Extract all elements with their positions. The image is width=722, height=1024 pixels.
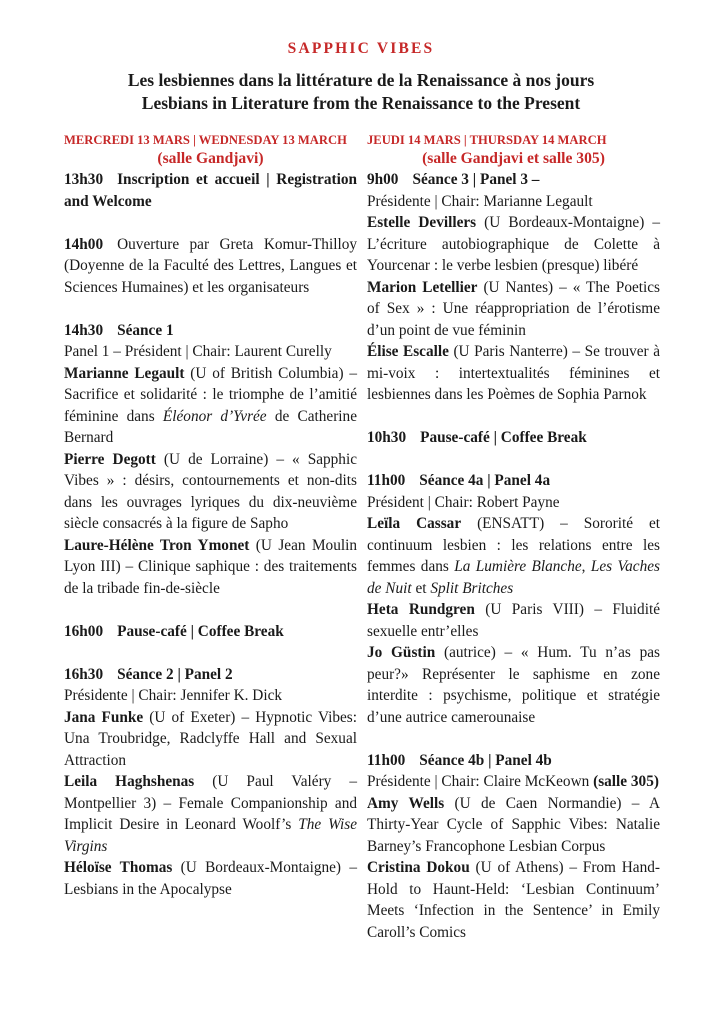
session-chair: Panel 1 – Président | Chair: Laurent Curelly (64, 343, 332, 360)
talk-text: (U Bordeaux-Montaigne) – L’écriture autobiographique de Colette à Yourcenar : le verbe lesbien (presque) libéré (367, 214, 660, 274)
speaker-name: Amy Wells (367, 794, 445, 812)
schedule-block (367, 169, 660, 943)
day-column-wednesday (64, 131, 357, 900)
speaker-name: Jo Güstin (367, 644, 436, 661)
series-title: SAPPHIC VIBES (287, 40, 435, 57)
conference-title-fr: Les lesbiennes dans la littérature de la Renaissance à nos jours (127, 70, 595, 90)
session-time: 16h30 (64, 665, 104, 683)
schedule-block (64, 169, 357, 900)
speaker-name: Jana Funke (64, 708, 144, 726)
talk-text: (U de Lorraine) – « Sapphic Vibes » : désirs, contournements et non-dits dans les ouvrages lyriques du dix-neuvième siècle consacrés à la figure de Sapho (64, 450, 357, 532)
session-chair: Président | Chair: Robert Payne (367, 493, 560, 511)
session-title: Séance 1 (117, 321, 174, 339)
day-room: (salle Gandjavi) (157, 150, 264, 167)
talk-text: (U Paul Valéry – Montpellier 3) – Female Companionship and Implicit Desire in Leonard Woolf’s (64, 773, 357, 833)
session-heading (64, 664, 357, 686)
talk-entry (367, 212, 660, 277)
work-title: Éléonor d’Yvrée (162, 407, 267, 425)
session-registration (64, 169, 357, 212)
talk-entry (64, 707, 357, 772)
talk-entry (367, 341, 660, 406)
speaker-name: Marianne Legault (64, 364, 185, 382)
session-time: 13h30 (64, 171, 104, 188)
talk-entry (64, 771, 357, 857)
session-chair (367, 771, 660, 793)
speaker-name: Élise Escalle (367, 343, 449, 360)
session-title: Inscription et accueil | Registration and Welcome (64, 171, 357, 210)
talk-text: (U de Caen Normandie) – A Thirty-Year Cycle of Sapphic Vibes: Natalie Barney’s Francophone Lesbian Corpus (367, 794, 660, 855)
speaker-name: Leila Haghshenas (64, 773, 195, 790)
session-description: Ouverture par Greta Komur-Thilloy (Doyenne de la Faculté des Lettres, Langues et Sciences Humaines) et les organisateurs (64, 235, 357, 296)
talk-entry (367, 793, 660, 858)
day-room: (salle Gandjavi et salle 305) (422, 150, 605, 167)
talk-text: (U Jean Moulin Lyon III) – Clinique saphique : des traitements de la tribade fin-de-siècle (64, 536, 357, 597)
session-heading (64, 320, 357, 342)
talk-entry (367, 857, 660, 943)
talk-entry (367, 277, 660, 342)
speaker-name: Leïla Cassar (367, 515, 462, 532)
day-heading: JEUDI 14 MARS | THURSDAY 14 MARCH (367, 133, 607, 147)
session-title: Séance 4a | Panel 4a (419, 472, 551, 489)
session-time: 11h00 (367, 472, 406, 489)
session-title: Séance 4b | Panel 4b (419, 751, 552, 769)
speaker-name: Cristina Dokou (367, 859, 470, 876)
talk-entry (64, 449, 357, 535)
conference-title-en: Lesbians in Literature from the Renaissance to the Present (141, 93, 581, 113)
work-title: Les Vaches de Nuit (367, 558, 660, 597)
talk-text: (U Paris Nanterre) – Se trouver à mi-voix : intertextualités féminines et lesbiennes dans les Poèmes de Sophia Parnok (367, 343, 660, 403)
speaker-name: Héloïse Thomas (64, 859, 173, 876)
talk-entry (64, 857, 357, 900)
day-column-thursday (367, 131, 660, 943)
session-time: 9h00 (367, 171, 399, 188)
session-title: Pause-café | Coffee Break (117, 622, 284, 640)
speaker-name: Heta Rundgren (367, 601, 475, 618)
work-title: La Lumière Blanche (454, 558, 582, 575)
talk-text: (U Bordeaux-Montaigne) – Lesbians in the Apocalypse (64, 859, 357, 898)
talk-entry (367, 513, 660, 599)
session-break (367, 427, 660, 449)
session-time: 11h00 (367, 751, 406, 769)
speaker-name: Laure-Hélène Tron Ymonet (64, 536, 250, 554)
session-opening (64, 234, 357, 299)
talk-text: (U Paris VIII) – Fluidité sexuelle entr’elles (367, 601, 660, 640)
session-heading (367, 169, 660, 191)
talk-text: (U of Athens) – From Hand-Hold to Haunt-Held: ‘Lesbian Continuum’ Meets ‘Infection in the Sentence’ in Emily Caroll’s Comics (367, 859, 660, 941)
session-chair: Présidente | Chair: Jennifer K. Dick (64, 687, 283, 704)
talk-entry (367, 642, 660, 728)
talk-text: et (411, 579, 431, 597)
speaker-name: Estelle Devillers (367, 214, 477, 231)
talk-entry (367, 599, 660, 642)
talk-text: (autrice) – « Hum. Tu n’as pas peur?» Représenter le saphisme en zone interdite : psychisme, politique et stratégie d’une autrice camerounaise (367, 644, 660, 726)
talk-text: de Catherine Bernard (64, 407, 357, 446)
session-title: Séance 3 | Panel 3 – (412, 171, 540, 188)
chair-text: Présidente | Chair: Claire McKeown (367, 773, 594, 790)
work-title: Split Britches (430, 579, 514, 597)
talk-entry (64, 363, 357, 449)
day-heading: MERCREDI 13 MARS | WEDNESDAY 13 MARCH (64, 133, 347, 147)
talk-text: (ENSATT) – Sororité et continuum lesbien : les relations entre les femmes dans (367, 515, 660, 575)
speaker-name: Marion Letellier (367, 278, 478, 296)
session-time: 14h30 (64, 321, 104, 339)
speaker-name: Pierre Degott (64, 450, 156, 468)
talk-text: , (581, 558, 591, 575)
session-title: Séance 2 | Panel 2 (117, 665, 233, 683)
talk-text: (U of British Columbia) – Sacrifice et solidarité : le triomphe de l’amitié féminine dans (64, 364, 357, 425)
talk-entry (64, 535, 357, 600)
work-title: The Wise Virgins (64, 816, 357, 855)
session-chair: Présidente | Chair: Marianne Legault (367, 192, 593, 210)
talk-text: (U Nantes) – « The Poetics of Sex » : Une réappropriation de l’érotisme d’un point de vue féminin (367, 278, 661, 339)
session-break (64, 621, 357, 643)
session-time: 10h30 (367, 429, 407, 446)
session-heading (367, 470, 660, 492)
room-note: (salle 305) (593, 773, 659, 790)
session-title: Pause-café | Coffee Break (420, 429, 587, 446)
talk-text: (U of Exeter) – Hypnotic Vibes: Una Troubridge, Radclyffe Hall and Sexual Attraction (64, 708, 357, 769)
session-time: 16h00 (64, 622, 104, 640)
session-time: 14h00 (64, 235, 104, 253)
session-heading (367, 750, 660, 772)
